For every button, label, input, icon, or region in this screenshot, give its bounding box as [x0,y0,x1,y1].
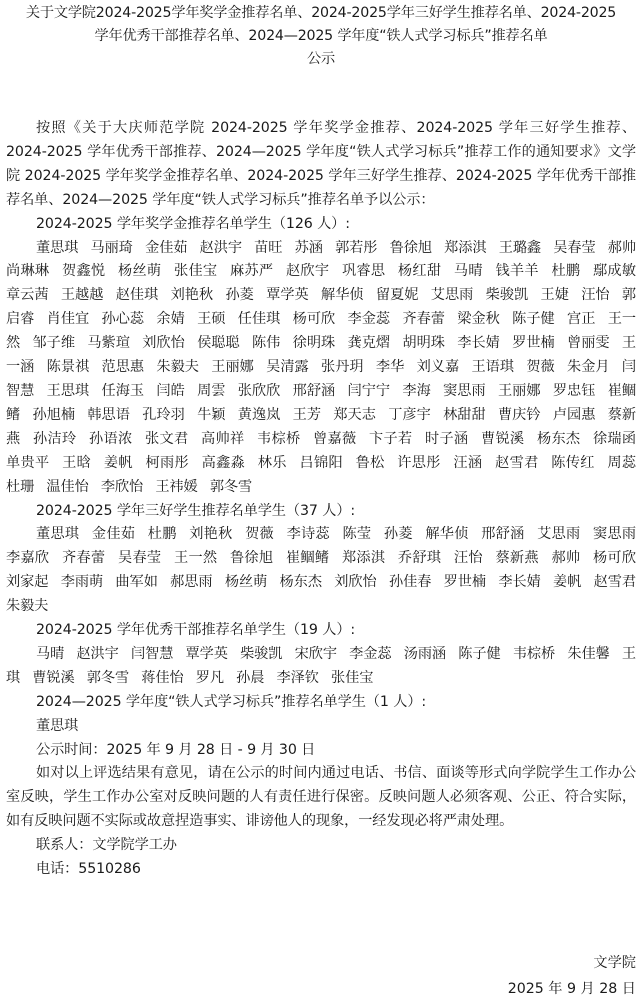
contact-person: 联系人：文学院学工办 [36,837,177,854]
signature-block [508,950,636,1002]
notice-paragraph: 如对以上评选结果有意见，请在公示的时间内通过电话、书信、面谈等形式向学院学生工作办公室反映，学生工作办公室对反映问题的人有责任进行保密。反映问题人必须客观、公正、符合实际，如有反映问题不实际或故意捏造事实、诽谤他人的现象，一经发现必将严肃处理。 [6,765,636,830]
document-title [4,2,638,71]
scholarship-name-list: 董思琪 马丽琦 金佳茹 赵洪宇 苗旺 苏涵 郭若彤 鲁徐旭 郑添淇 王璐鑫 吴春莹 郝帅 尚琳琳 贺鑫悦 杨丝萌 张佳宝 麻苏严 赵欣宇 巩睿思 杨红甜 马晴 钱羊羊 杜鹏 鄢成敏 章云茜 王越越 赵佳琪 刘艳秋 孙菱 覃学英 解华侦 留夏妮 艾思雨 柴骏凯 王婕 汪怡 郭启睿 肖佳宜 孙心蕊 余婧 王硕 任佳琪 杨可欣 李金蕊 齐春蕾 梁金秋 陈子健 宫正 王一然 邹子维 马紫瑄 刘欣怡 侯聪聪 陈伟 徐明珠 龚克熠 胡明珠 李长婧 罗世楠 曾丽雯 王一涵 陈景祺 范思惠 朱毅夫 王丽娜 吴清露 张丹玥 李华 刘义嘉 王语琪 贺薇 朱金月 闫智慧 王思琪 任海玉 闫皓 周雲 张欣欣 邢舒涵 闫宁宁 李海 窦思雨 王丽娜 罗忠钰 崔鲴鳍 孙旭楠 韩思语 孔玲羽 牛颖 黄逸岚 王芳 郑天志 丁彦宇 林甜甜 曹庆钤 卢园惠 蔡新燕 孙洁玲 孙语浓 张文君 高帅祥 韦棕桥 曾嘉薇 卞子若 时子涵 曹锐溪 杨东杰 徐瑞函 单贵平 王晗 姜帆 柯雨彤 高鑫淼 林乐 吕锦阳 鲁松 许思彤 汪涵 赵雪君 陈传红 周蕊 杜珊 温佳怡 李欣怡 王祎媛 郭冬雪 [6,239,636,495]
title-line-1: 关于文学院2024-2025学年奖学金推荐名单、2024-2025学年三好学生推荐名单、2024-2025 [25,5,617,21]
merit-student-heading: 2024-2025 学年三好学生推荐名单学生（37 人）: [36,502,356,519]
merit-student-name-list: 董思琪 金佳茹 杜鹏 刘艳秋 贺薇 李诗蕊 陈莹 孙菱 解华侦 邢舒涵 艾思雨 窦思雨 李嘉欣 齐春蕾 吴春莹 王一然 鲁徐旭 崔鲴鳍 郑添淇 乔舒琪 汪怡 蔡新燕 郝帅 杨可欣 刘家起 李雨萌 曲军如 郝思雨 杨丝萌 杨东杰 刘欣怡 孙佳春 罗世楠 李长婧 姜帆 赵雪君 朱毅夫 [6,526,636,615]
signature-date: 2025 年 9 月 28 日 [507,981,636,997]
title-line-2: 学年优秀干部推荐名单、2024—2025 学年度“铁人式学习标兵”推荐名单 [94,28,548,44]
model-student-name-list: 董思琪 [36,717,79,734]
contact-phone: 电话：5510286 [36,861,141,878]
title-line-3: 公示 [307,51,335,67]
scholarship-heading: 2024-2025 学年奖学金推荐名单学生（126 人）: [36,215,350,232]
publicity-period: 公示时间：2025 年 9 月 28 日 - 9 月 30 日 [36,741,316,758]
document-body [6,117,636,882]
intro-paragraph: 按照《关于大庆师范学院 2024-2025 学年奖学金推荐、2024-2025 学年三好学生推荐、2024-2025 学年优秀干部推荐、2024—2025 学年度“铁人式学习标兵”推荐工作的通知要求》文学院 2024-2025 学年奖学金推荐名单、2024-2025 学年三好学生推荐、2024-2025 学年优秀干部推荐名单、2024—2025 学年度“铁人式学习标兵”推荐名单予以公示： [6,120,636,208]
cadre-heading: 2024-2025 学年优秀干部推荐名单学生（19 人）: [36,622,356,639]
cadre-name-list: 马晴 赵洪宇 闫智慧 覃学英 柴骏凯 宋欣宇 李金蕊 汤雨涵 陈子健 韦棕桥 朱佳馨 王琪 曹锐溪 郭冬雪 蒋佳怡 罗凡 孙晨 李泽钦 张佳宝 [6,645,636,686]
model-student-heading: 2024—2025 学年度“铁人式学习标兵”推荐名单学生（1 人）: [36,693,427,710]
signature-org: 文学院 [593,955,636,971]
